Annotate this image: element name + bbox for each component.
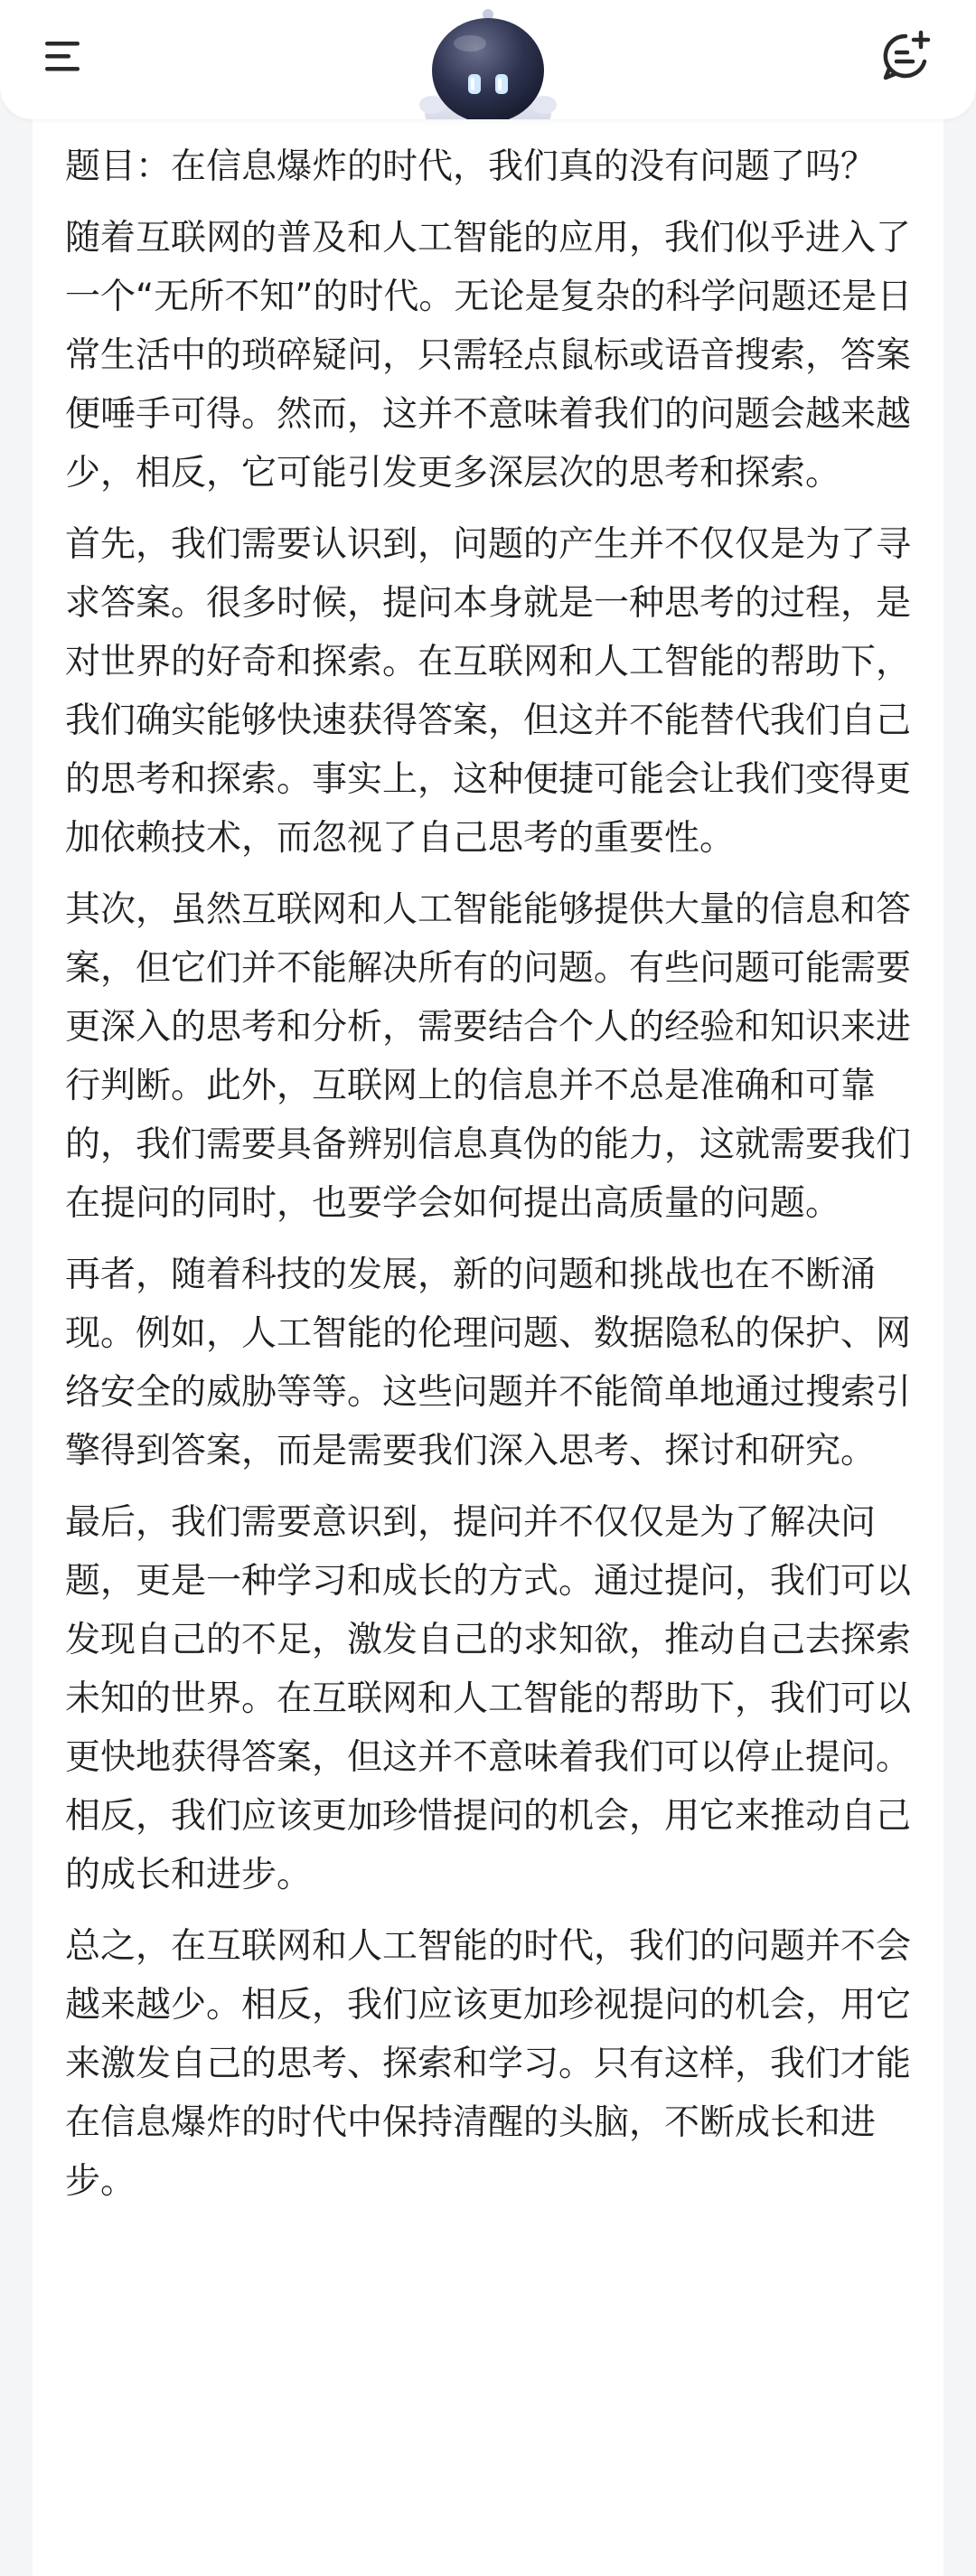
top-bar [0, 0, 976, 119]
message-title: 题目：在信息爆炸的时代，我们真的没有问题了吗？ [65, 146, 877, 187]
hamburger-menu-icon [43, 39, 83, 73]
message-paragraph: 其次，虽然互联网和人工智能能够提供大量的信息和答案，但它们并不能解决所有的问题。有些问题可能需要更深入的思考和分析，需要结合个人的经验和知识来进行判断。此外，互联网上的信息并不总是准确和可靠的，我们需要具备辨别信息真伪的能力，这就需要我们在提问的同时，也要学会如何提出高质量的问题。 [65, 889, 912, 1224]
message-paragraph: 总之，在互联网和人工智能的时代，我们的问题并不会越来越少。相反，我们应该更加珍视提问的机会，用它来激发自己的思考、探索和学习。只有这样，我们才能在信息爆炸的时代中保持清醒的头脑，不断成长和进步。 [65, 1926, 912, 2202]
robot-mascot-icon [412, 7, 564, 119]
message-paragraph: 最后，我们需要意识到，提问并不仅仅是为了解决问题，更是一种学习和成长的方式。通过提问，我们可以发现自己的不足，激发自己的求知欲，推动自己去探索未知的世界。在互联网和人工智能的帮助下，我们可以更快地获得答案，但这并不意味着我们可以停止提问。相反，我们应该更加珍惜提问的机会，用它来推动自己的成长和进步。 [65, 1502, 912, 1895]
message-paragraph: 首先，我们需要认识到，问题的产生并不仅仅是为了寻求答案。很多时候，提问本身就是一种思考的过程，是对世界的好奇和探索。在互联网和人工智能的帮助下，我们确实能够快速获得答案，但这并不能替代我们自己的思考和探索。事实上，这种便捷可能会让我们变得更加依赖技术，而忽视了自己思考的重要性。 [65, 524, 912, 859]
assistant-message-card [33, 119, 943, 2576]
new-chat-button[interactable] [875, 25, 936, 87]
assistant-avatar [412, 7, 564, 119]
message-paragraph: 随着互联网的普及和人工智能的应用，我们似乎进入了一个“无所不知”的时代。无论是复杂的科学问题还是日常生活中的琐碎疑问，只需轻点鼠标或语音搜索，答案便唾手可得。然而，这并不意味着我们的问题会越来越少，相反，它可能引发更多深层次的思考和探索。 [65, 218, 913, 494]
menu-button[interactable] [40, 33, 87, 80]
new-chat-icon [878, 29, 933, 83]
message-content [65, 137, 933, 2223]
message-paragraph: 再者，随着科技的发展，新的问题和挑战也在不断涌现。例如，人工智能的伦理问题、数据隐私的保护、网络安全的威胁等等。这些问题并不能简单地通过搜索引擎得到答案，而是需要我们深入思考、探讨和研究。 [65, 1255, 912, 1471]
